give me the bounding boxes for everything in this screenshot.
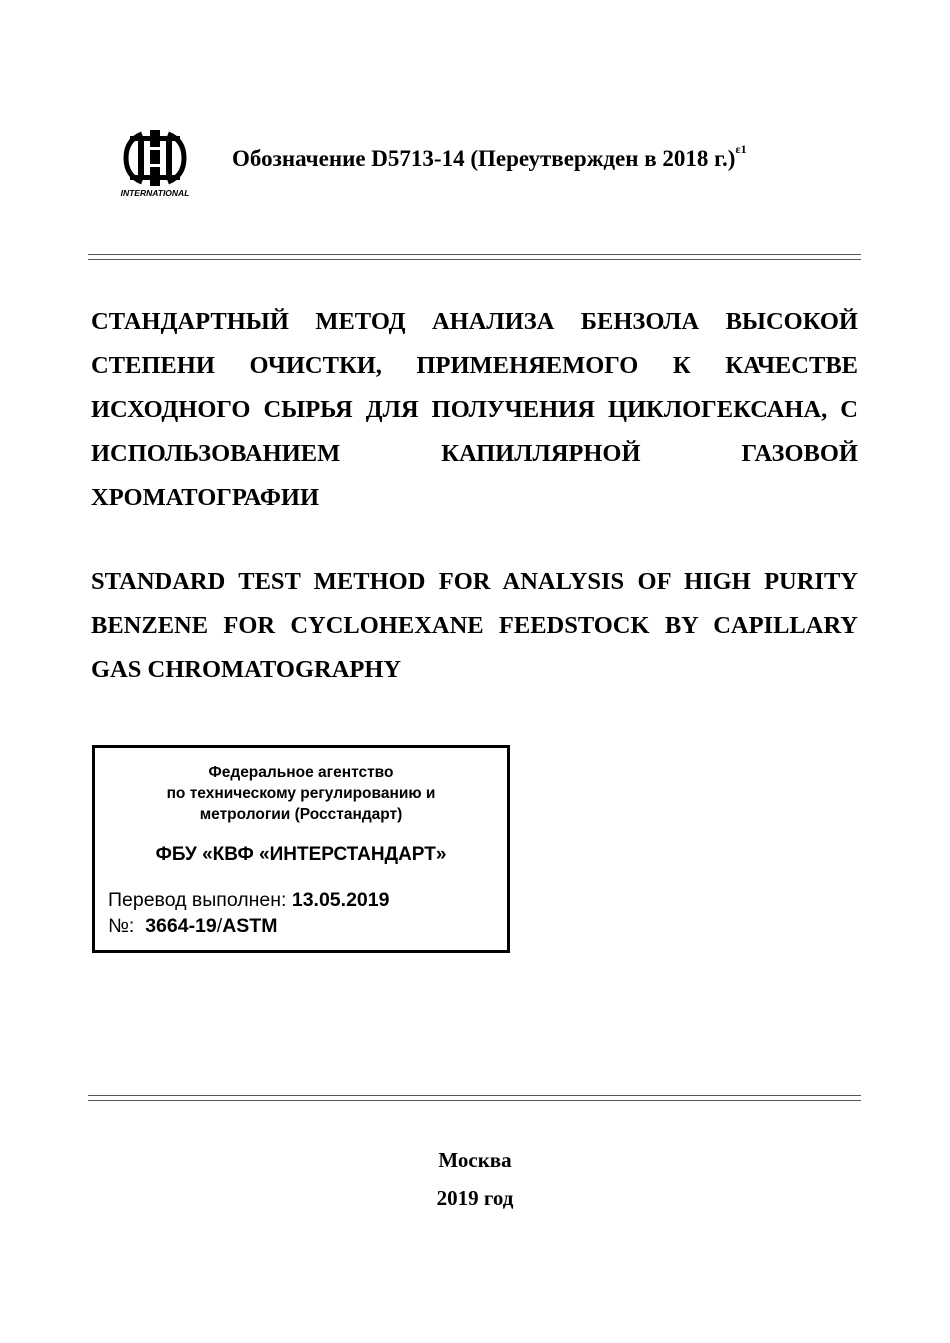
top-divider: [88, 254, 861, 260]
publication-year: 2019 год: [436, 1186, 514, 1210]
designation-superscript: ε1: [735, 142, 747, 157]
number-value: 3664-19: [145, 915, 217, 937]
designation-text: Обозначение D5713-14 (Переутвержден в 2018 г.): [232, 146, 736, 171]
agency-line-2: по техническому регулированию и: [166, 785, 436, 802]
agency-line-1: Федеральное агентство: [208, 764, 394, 781]
publication-city: Москва: [438, 1148, 512, 1172]
number-separator: /: [216, 915, 223, 937]
translation-date-line: [108, 889, 389, 912]
agency-line-3: метрологии (Росстандарт): [199, 806, 403, 823]
title-english: STANDARD TEST METHOD FOR ANALYSIS OF HIGH PURITY BENZENE FOR CYCLOHEXANE FEEDSTOCK BY CAPILLARY GAS CHROMATOGRAPHY: [91, 568, 858, 683]
logo-bottom-text: INTERNATIONAL: [120, 188, 190, 198]
number-suffix: ASTM: [222, 915, 278, 937]
translated-label: Перевод выполнен:: [108, 889, 287, 911]
translated-date: 13.05.2019: [291, 889, 390, 911]
astm-international-logo: [112, 128, 198, 198]
title-russian: СТАНДАРТНЫЙ МЕТОД АНАЛИЗА БЕНЗОЛА ВЫСОКОЙ СТЕПЕНИ ОЧИСТКИ, ПРИМЕНЯЕМОГО К КАЧЕСТВЕ ИСХОДНОГО СЫРЬЯ ДЛЯ ПОЛУЧЕНИЯ ЦИКЛОГЕКСАНА, С ИСПОЛЬЗОВАНИЕМ КАПИЛЛЯРНОЙ ГАЗОВОЙ ХРОМАТОГРАФИИ: [91, 308, 858, 511]
translation-number-line: [108, 915, 277, 938]
agency-name: [95, 762, 507, 825]
bottom-divider: [88, 1095, 861, 1101]
translation-stamp-box: [92, 745, 510, 953]
number-label: №:: [108, 915, 135, 937]
organization-name: ФБУ «КВФ «ИНТЕРСТАНДАРТ»: [155, 844, 447, 865]
designation: [232, 142, 747, 172]
